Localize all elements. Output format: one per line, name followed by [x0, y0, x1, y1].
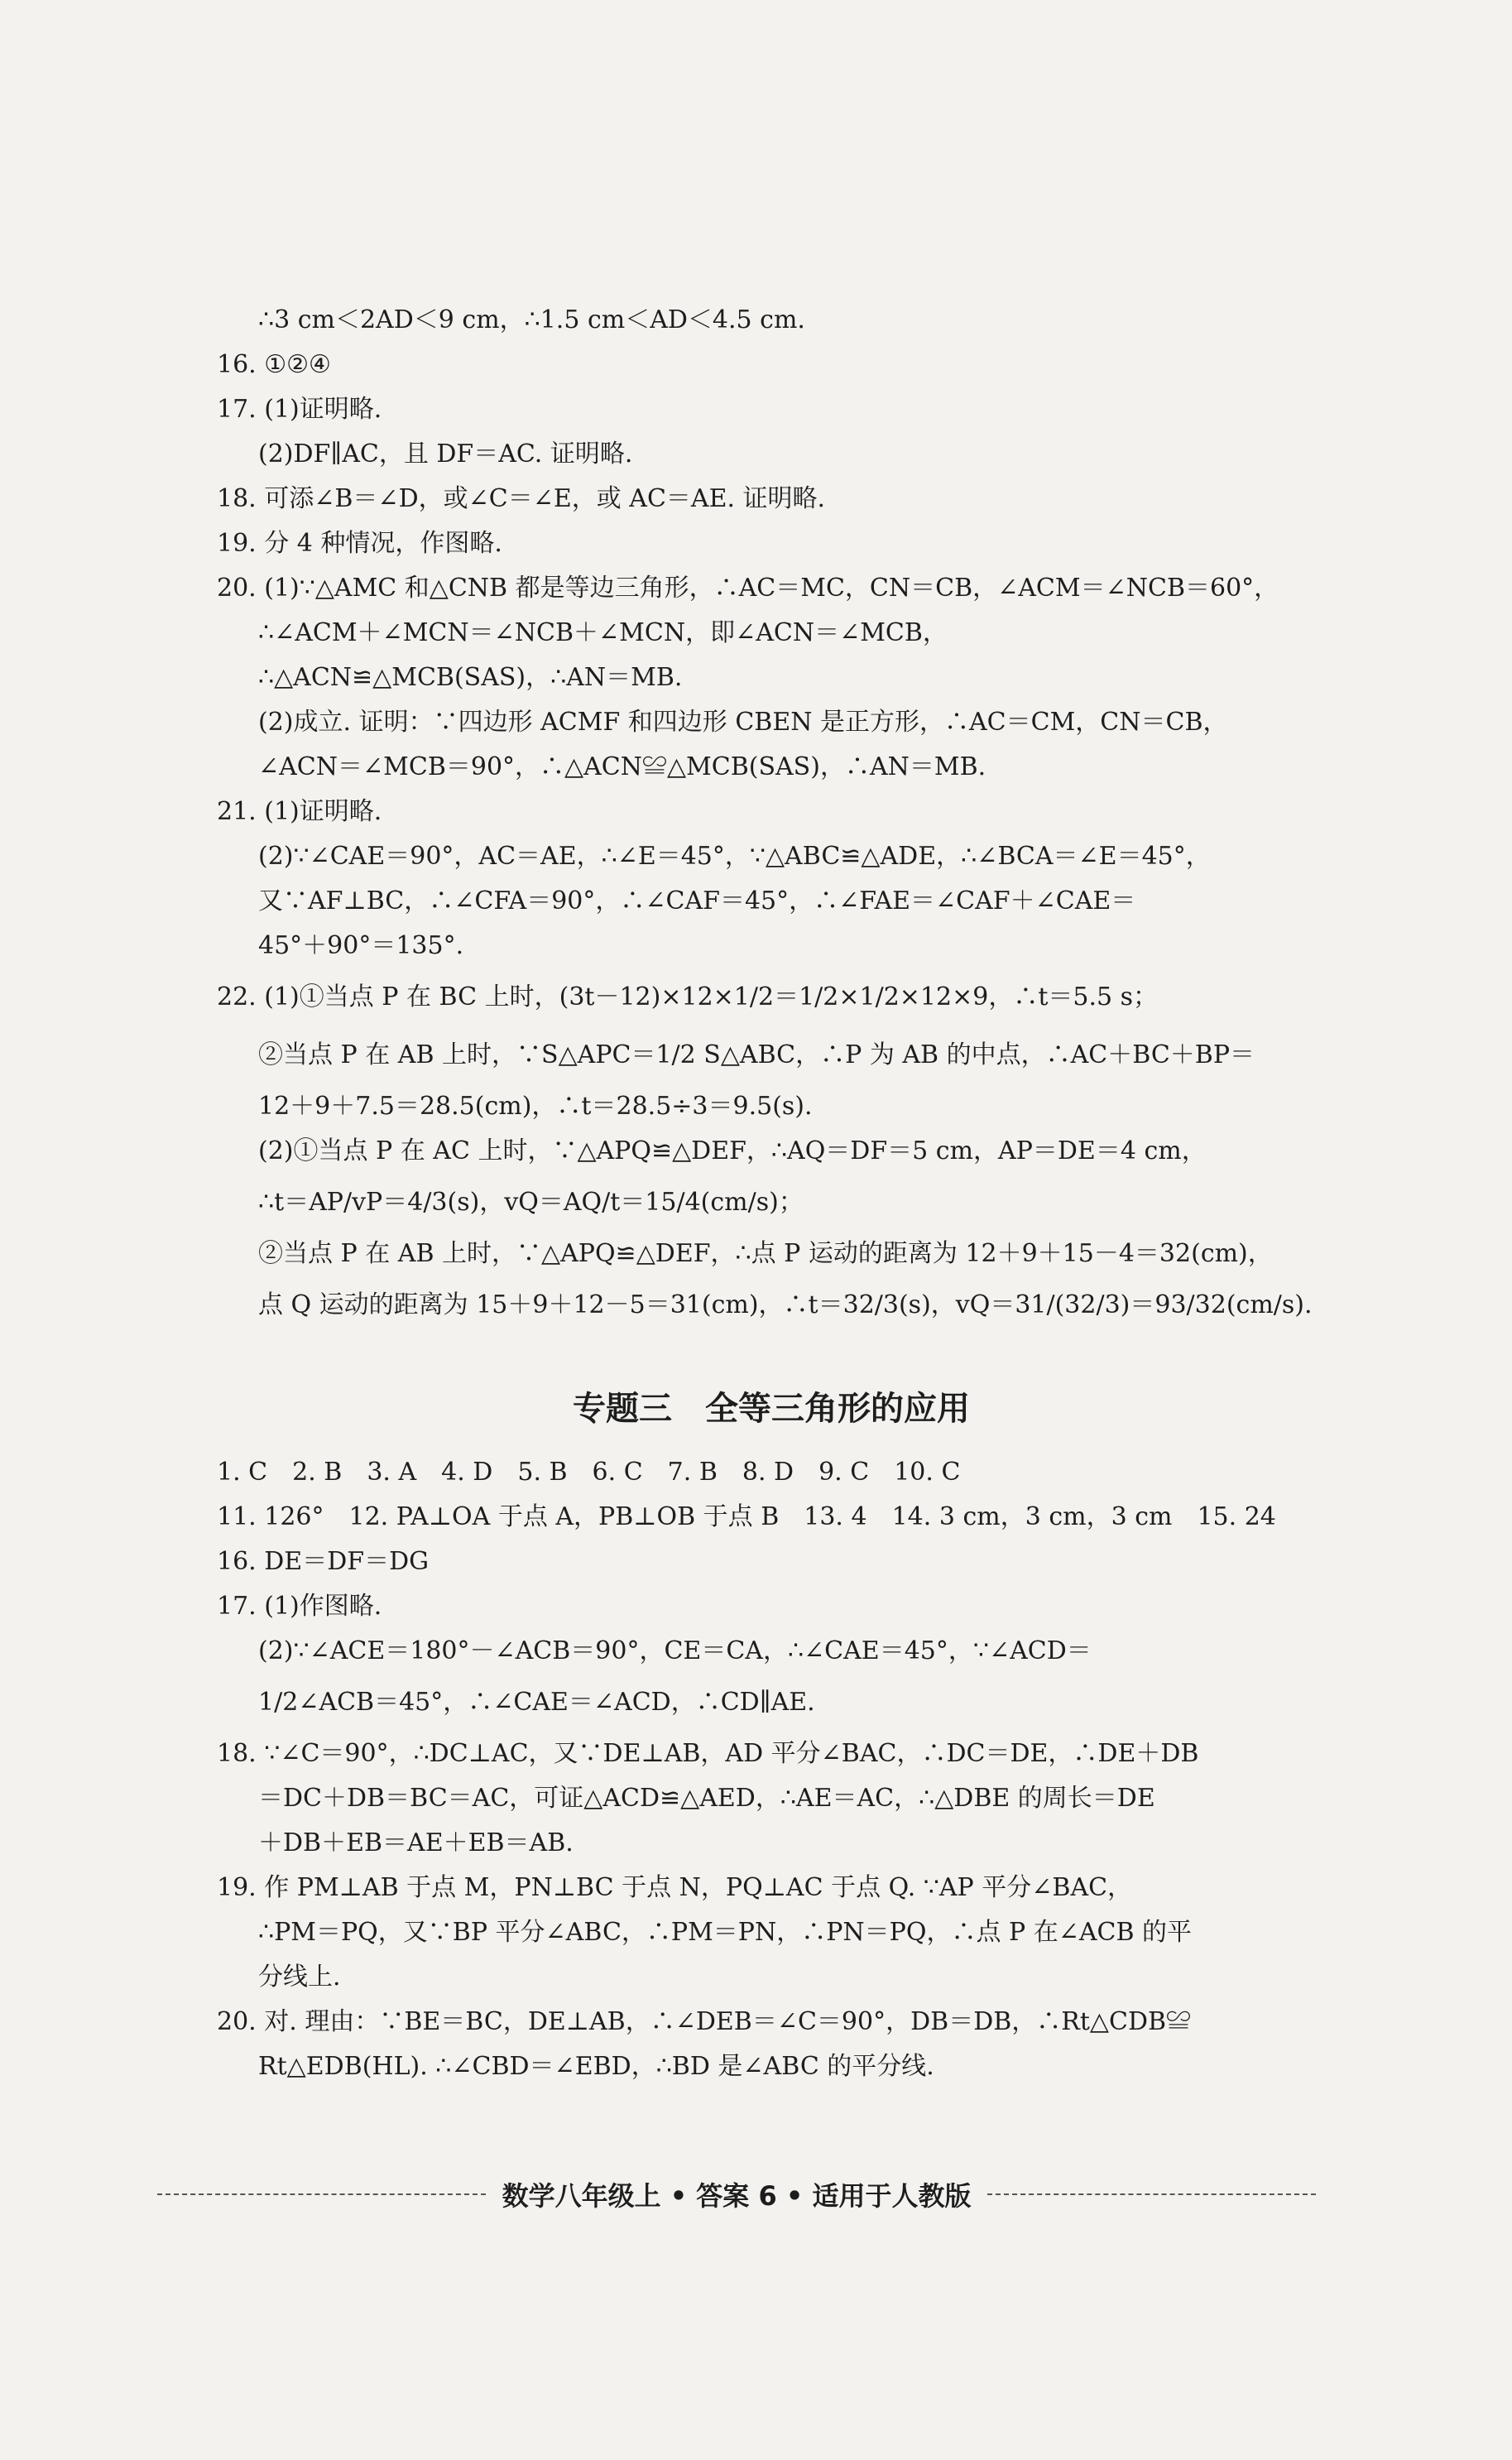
text-line: Rt△EDB(HL). ∴∠CBD＝∠EBD，∴BD 是∠ABC 的平分线.	[258, 2052, 934, 2081]
text-line: 45°＋90°＝135°.	[258, 931, 464, 960]
text-line: 20. (1)∵△AMC 和△CNB 都是等边三角形，∴AC＝MC，CN＝CB，∠ACM＝∠NCB＝60°，	[217, 574, 1279, 603]
text-line: 22. (1)①当点 P 在 BC 上时，(3t－12)×12×1/2＝1/2×1/2×12×9，∴t＝5.5 s；	[217, 983, 1159, 1011]
text-line: 11. 126° 12. PA⊥OA 于点 A，PB⊥OB 于点 B 13. 4 14. 3 cm，3 cm，3 cm 15. 24	[217, 1502, 1276, 1531]
section-heading: 专题三 全等三角形的应用	[573, 1390, 970, 1428]
text-line: ∴△ACN≌△MCB(SAS)，∴AN＝MB.	[258, 663, 683, 692]
page-footer	[157, 2175, 1316, 2213]
answer-content	[217, 298, 1326, 2089]
text-line: (2)∵∠CAE＝90°，AC＝AE，∴∠E＝45°，∵△ABC≌△ADE，∴∠BCA＝∠E＝45°，	[258, 842, 1211, 871]
text-line: 16. ①②④	[217, 350, 331, 379]
text-line: 18. 可添∠B＝∠D，或∠C＝∠E，或 AC＝AE. 证明略.	[217, 484, 826, 513]
footer-divider-left	[157, 2193, 486, 2195]
text-line: 21. (1)证明略.	[217, 797, 382, 826]
text-line: ②当点 P 在 AB 上时，∵S△APC＝1/2 S△ABC，∴P 为 AB 的中点，∴AC＋BC＋BP＝	[258, 1040, 1255, 1069]
footer-text: 数学八年级上 • 答案 6 • 适用于人教版	[502, 2180, 972, 2212]
text-line: 点 Q 运动的距离为 15＋9＋12－5＝31(cm)，∴t＝32/3(s)，vQ＝31/(32/3)＝93/32(cm/s).	[258, 1290, 1313, 1319]
text-line: ∴∠ACM＋∠MCN＝∠NCB＋∠MCN，即∠ACN＝∠MCB，	[258, 618, 948, 647]
text-line: ∴PM＝PQ，又∵BP 平分∠ABC，∴PM＝PN，∴PN＝PQ，∴点 P 在∠ACB 的平	[258, 1918, 1193, 1947]
text-line: (2)成立. 证明：∵四边形 ACMF 和四边形 CBEN 是正方形，∴AC＝CM，CN＝CB，	[258, 708, 1228, 737]
text-line: 17. (1)作图略.	[217, 1592, 382, 1621]
text-line: 分线上.	[258, 1963, 341, 1992]
text-line: 18. ∵∠C＝90°，∴DC⊥AC，又∵DE⊥AB，AD 平分∠BAC，∴DC＝DE，∴DE＋DB	[217, 1739, 1199, 1768]
text-line: ∠ACN＝∠MCB＝90°，∴△ACN≌△MCB(SAS)，∴AN＝MB.	[258, 752, 986, 781]
text-line: (2)DF∥AC，且 DF＝AC. 证明略.	[258, 440, 633, 468]
text-line: ∴t＝AP/vP＝4/3(s)，vQ＝AQ/t＝15/4(cm/s)；	[258, 1188, 804, 1217]
text-line: 17. (1)证明略.	[217, 395, 382, 424]
text-line: ＝DC＋DB＝BC＝AC，可证△ACD≌△AED，∴AE＝AC，∴△DBE 的周长＝DE	[258, 1784, 1155, 1813]
text-line: (2)∵∠ACE＝180°－∠ACB＝90°，CE＝CA，∴∠CAE＝45°，∵∠ACD＝	[258, 1636, 1092, 1665]
text-line: 12＋9＋7.5＝28.5(cm)，∴t＝28.5÷3＝9.5(s).	[258, 1092, 813, 1121]
text-line: 20. 对. 理由：∵BE＝BC，DE⊥AB，∴∠DEB＝∠C＝90°，DB＝DB，∴Rt△CDB≌	[217, 2007, 1192, 2036]
text-line: 19. 分 4 种情况，作图略.	[217, 529, 502, 558]
text-line: ＋DB＋EB＝AE＋EB＝AB.	[258, 1828, 574, 1857]
text-line: 1. C 2. B 3. A 4. D 5. B 6. C 7. B 8. D 9. C 10. C	[217, 1458, 961, 1487]
text-line: (2)①当点 P 在 AC 上时，∵△APQ≌△DEF，∴AQ＝DF＝5 cm，AP＝DE＝4 cm，	[258, 1136, 1207, 1165]
text-line: 19. 作 PM⊥AB 于点 M，PN⊥BC 于点 N，PQ⊥AC 于点 Q. ∵AP 平分∠BAC，	[217, 1873, 1133, 1902]
text-line: ∴3 cm＜2AD＜9 cm，∴1.5 cm＜AD＜4.5 cm.	[258, 305, 805, 334]
footer-divider-right	[987, 2193, 1316, 2195]
text-line: 1/2∠ACB＝45°，∴∠CAE＝∠ACD，∴CD∥AE.	[258, 1688, 815, 1717]
text-line: 16. DE＝DF＝DG	[217, 1547, 430, 1576]
text-line: ②当点 P 在 AB 上时，∵△APQ≌△DEF，∴点 P 运动的距离为 12＋9＋15－4＝32(cm)，	[258, 1239, 1273, 1268]
text-line: 又∵AF⊥BC，∴∠CFA＝90°，∴∠CAF＝45°，∴∠FAE＝∠CAF＋∠CAE＝	[258, 886, 1136, 915]
